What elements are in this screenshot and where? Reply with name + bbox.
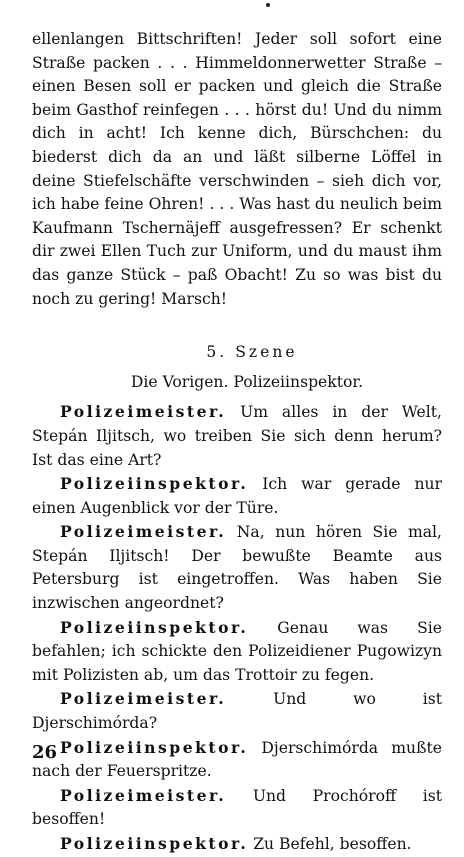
dialogue-line — [32, 616, 442, 688]
dialogue-line — [32, 687, 442, 735]
line-text: Na, nun hören Sie mal, Stepán Iljitsch! Der bewußte Beamte aus Petersburg ist eingetroffen. Was haben Sie inzwischen angeordnet? — [32, 523, 443, 613]
dialogue-line — [32, 472, 442, 520]
speaker-name: Polizeimeister. — [60, 522, 227, 542]
speaker-name: Polizeimeister. — [60, 689, 227, 709]
line-text: Genau was Sie befahlen; ich schickte den Polizeidiener Pugowizyn mit Polizisten ab, um das Trottoir zu fegen. — [32, 618, 442, 684]
dialogue-line — [32, 400, 442, 472]
speaker-name: Polizeiinspektor. — [60, 474, 249, 494]
speaker-name: Polizeimeister. — [60, 785, 227, 805]
speaker-name: Polizeiinspektor. — [60, 737, 249, 757]
speaker-name: Polizeiinspektor. — [60, 617, 249, 637]
line-text: Und wo ist Djerschimórda? — [32, 690, 442, 733]
line-text: Um alles in der Welt, Stepán Iljitsch, wo treiben Sie sich denn herum? Ist das eine Art? — [32, 403, 442, 469]
line-text: Zu Befehl, besoffen. — [253, 835, 412, 853]
dialogue-line — [32, 784, 442, 832]
page-body — [32, 28, 442, 857]
line-text: Djerschimórda mußte nach der Feuerspritze. — [32, 738, 442, 781]
dialogue-line — [32, 832, 442, 857]
scene-people: Die Vorigen. Polizeiinspektor. — [130, 372, 364, 391]
speaker-name: Polizeimeister. — [60, 402, 227, 422]
line-text: Ich war gerade nur einen Augenblick vor der Türe. — [32, 475, 442, 517]
scene-heading — [32, 341, 442, 394]
dialogue-line — [32, 520, 442, 615]
page-number: 26 — [32, 742, 58, 763]
print-speck — [266, 3, 270, 7]
dialogue-line — [32, 736, 442, 784]
intro-paragraph: ellenlangen Bittschriften! Jeder soll sofort eine Straße packen . . . Himmeldonnerwetter Straße – einen Besen soll er packen und gleich die Straße beim Gasthof reinfegen . . . hörst du! Und du nimm dich in acht! Ich kenne dich, Bürschchen: du biederst dich da an und läßt silberne Löffel in deine Stiefelschäfte verschwinden – sieh dich vor, ich habe feine Ohren! . . . Was hast du neulich beim Kaufmann Tschernäjeff ausgefressen? Er schenkt dir zwei Ellen Tuch zur Uniform, und du maust ihm das ganze Stück – paß Obacht! Zu so was bist du noch zu gering! Marsch! — [32, 30, 442, 308]
scene-title: 5. Szene — [206, 343, 298, 362]
line-text: Und Prochóroff ist besoffen! — [32, 786, 442, 829]
speaker-name: Polizeiinspektor. — [60, 834, 249, 853]
